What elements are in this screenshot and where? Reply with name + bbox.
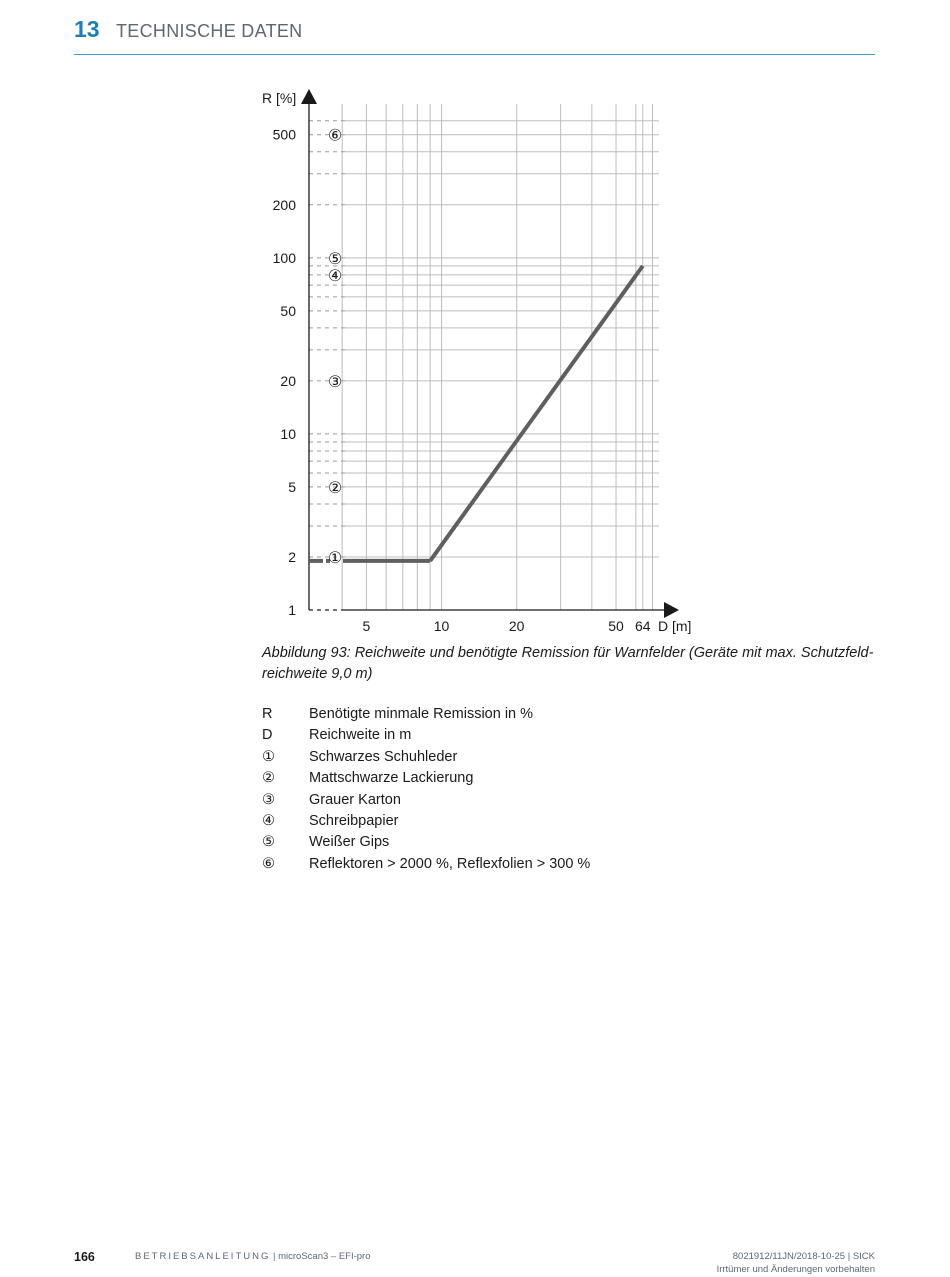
y-tick-label: 50 xyxy=(280,302,296,319)
material-marker: ② xyxy=(327,477,343,497)
chapter-title: TECHNISCHE DATEN xyxy=(116,21,303,41)
legend-item xyxy=(262,747,877,768)
legend-item xyxy=(262,725,877,746)
page-number: 166 xyxy=(74,1250,95,1264)
material-marker: ⑤ xyxy=(327,248,343,268)
page-header xyxy=(74,14,875,55)
legend-key: ① xyxy=(262,748,275,765)
chapter-number: 13 xyxy=(74,16,100,42)
legend-text: Reflektoren > 2000 %, Reflexfolien > 300 % xyxy=(309,855,591,872)
material-marker: ④ xyxy=(327,265,343,285)
legend-text: Schwarzes Schuhleder xyxy=(309,748,458,765)
document-id: 8021912/11JN/2018-10-25 | SICK xyxy=(732,1251,875,1262)
legend-text: Weißer Gips xyxy=(309,834,390,851)
x-tick-label: 5 xyxy=(362,618,371,634)
labels xyxy=(262,90,691,634)
legend-item xyxy=(262,832,877,853)
legend-key: ⑥ xyxy=(262,855,275,872)
x-axis-arrow xyxy=(664,602,679,618)
legend-text: Schreibpapier xyxy=(309,812,399,829)
series xyxy=(309,266,643,561)
axes xyxy=(301,89,679,618)
y-tick-label: 20 xyxy=(280,372,296,389)
material-marker: ⑥ xyxy=(327,125,343,145)
legend-item xyxy=(262,704,877,725)
document-type: BETRIEBSANLEITUNG xyxy=(135,1251,271,1262)
y-tick-label: 2 xyxy=(288,548,296,565)
y-axis-arrow xyxy=(301,89,317,104)
legend-item xyxy=(262,811,877,832)
y-tick-label: 500 xyxy=(272,126,296,143)
grid xyxy=(309,104,659,610)
x-axis-title: D [m] xyxy=(658,618,692,634)
y-tick-label: 1 xyxy=(288,602,296,618)
legend-key: ④ xyxy=(262,812,275,829)
document-product: | microScan3 – EFI-pro xyxy=(270,1251,371,1262)
legend-key: D xyxy=(262,727,273,744)
disclaimer: Irrtümer und Änderungen vorbehalten xyxy=(716,1264,875,1275)
legend-text: Mattschwarze Lackierung xyxy=(309,770,474,787)
y-tick-label: 10 xyxy=(280,425,296,442)
range-remission-chart xyxy=(250,80,710,640)
legend-text: Grauer Karton xyxy=(309,791,401,808)
legend-item xyxy=(262,790,877,811)
legend-item xyxy=(262,854,877,875)
legend-text: Reichweite in m xyxy=(309,727,412,744)
legend-key: R xyxy=(262,706,273,722)
x-tick-label: 64 xyxy=(635,618,651,634)
legend-text: Benötigte minmale Remission in % xyxy=(309,706,534,722)
x-tick-label: 50 xyxy=(608,618,624,634)
y-tick-label: 5 xyxy=(288,478,296,495)
legend-item xyxy=(262,768,877,789)
document-title xyxy=(135,1251,371,1262)
legend-key: ② xyxy=(262,770,275,787)
material-marker: ① xyxy=(327,547,343,567)
legend-key: ③ xyxy=(262,791,275,808)
legend xyxy=(262,704,877,875)
x-tick-label: 20 xyxy=(508,618,525,634)
y-axis-title: R [%] xyxy=(262,90,297,106)
material-marker: ③ xyxy=(327,371,343,391)
figure-caption: Abbildung 93: Reichweite und benötigte Remission für Warnfelder (Geräte mit max. Schutzfeld-reichweite 9,0 m) xyxy=(262,645,874,682)
y-tick-label: 200 xyxy=(272,196,296,213)
y-tick-label: 100 xyxy=(272,249,296,266)
legend-key: ⑤ xyxy=(262,834,275,851)
x-tick-label: 10 xyxy=(433,618,450,634)
series-line-rising xyxy=(430,266,643,561)
